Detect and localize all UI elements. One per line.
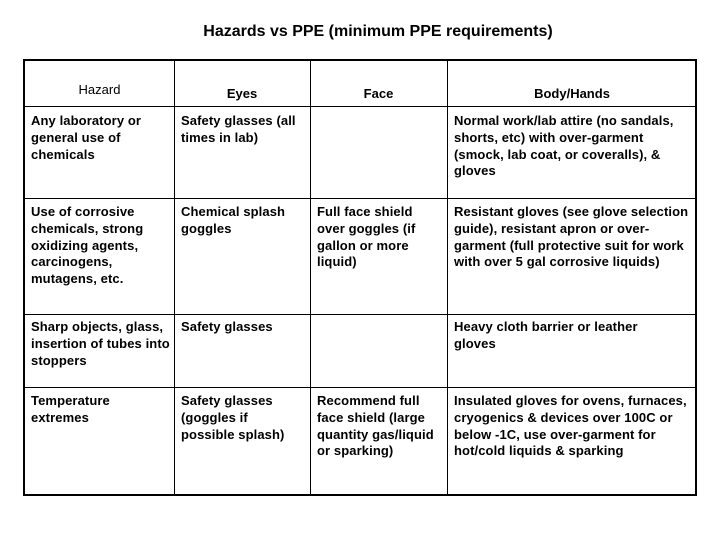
table-cell-hazard: Any laboratory or general use of chemicals (31, 113, 142, 162)
table-cell-body-hands: Insulated gloves for ovens, furnaces, cryogenics & devices over 100C or below -1C, use over-garment for hot/cold liquids & sparking (454, 393, 687, 459)
table-cell-body-hands: Heavy cloth barrier or leather gloves (454, 319, 638, 351)
table-cell-eyes: Safety glasses (all times in lab) (181, 113, 296, 145)
table-cell-face: Full face shield over goggles (if gallon or more liquid) (317, 204, 416, 270)
table-cell-eyes: Safety glasses (goggles if possible splash) (181, 393, 285, 442)
column-divider (310, 61, 311, 494)
table-cell-eyes: Safety glasses (181, 319, 273, 334)
column-divider (447, 61, 448, 494)
row-divider (25, 106, 695, 107)
header-hazard: Hazard (78, 82, 121, 97)
table-cell-body-hands: Normal work/lab attire (no sandals, shorts, etc) with over-garment (smock, lab coat, or coveralls), & gloves (454, 113, 674, 179)
page-title: Hazards vs PPE (minimum PPE requirements) (203, 23, 553, 40)
row-divider (25, 387, 695, 388)
table-cell-hazard: Use of corrosive chemicals, strong oxidizing agents, carcinogens, mutagens, etc. (31, 204, 144, 287)
row-divider (25, 198, 695, 199)
table-cell-face: Recommend full face shield (large quantity gas/liquid or sparking) (317, 393, 434, 459)
table-cell-body-hands: Resistant gloves (see glove selection guide), resistant apron or over-garment (full protective suit for work with over 5 gal corrosive liquids) (454, 204, 689, 270)
table-cell-hazard: Temperature extremes (31, 393, 110, 425)
header-face: Face (363, 86, 394, 101)
table-cell-hazard: Sharp objects, glass, insertion of tubes into stoppers (31, 319, 170, 368)
header-body-hands: Body/Hands (534, 86, 610, 101)
table-cell-eyes: Chemical splash goggles (181, 204, 286, 236)
row-divider (25, 314, 695, 315)
ppe-table (23, 59, 697, 496)
header-eyes: Eyes (226, 86, 258, 101)
column-divider (174, 61, 175, 494)
